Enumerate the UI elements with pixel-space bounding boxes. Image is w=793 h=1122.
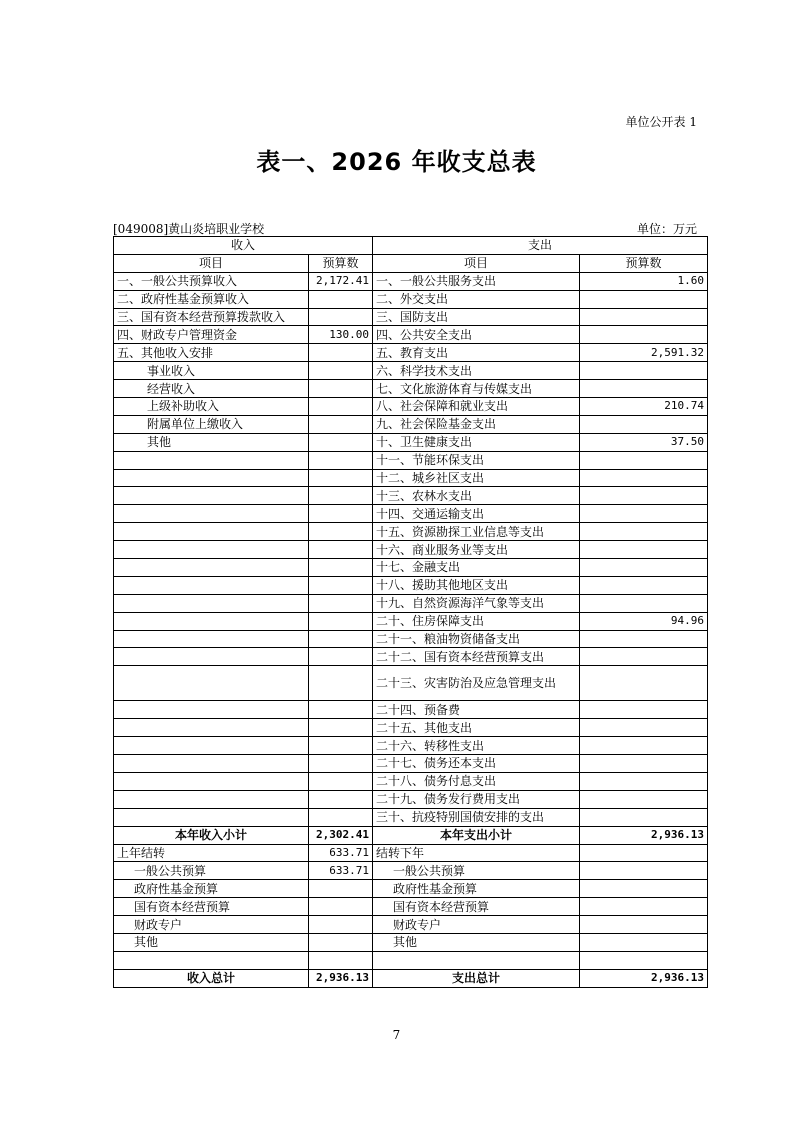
income-item: [114, 523, 309, 541]
table-row: [114, 844, 708, 862]
expense-value: [580, 755, 708, 773]
income-value: [309, 772, 373, 790]
expense-item: 国有资本经营预算: [373, 898, 580, 916]
income-item-header: 项目: [114, 254, 309, 272]
income-value: [309, 933, 373, 951]
income-value: [309, 451, 373, 469]
income-value: [309, 576, 373, 594]
table-row: [114, 344, 708, 362]
expense-value: [580, 790, 708, 808]
income-value: 633.71: [309, 844, 373, 862]
total-row: [114, 969, 708, 987]
income-item: [114, 772, 309, 790]
expense-item: 七、文化旅游体育与传媒支出: [373, 380, 580, 398]
income-value: [309, 808, 373, 826]
expense-value: [580, 505, 708, 523]
expense-value: [580, 916, 708, 934]
expense-item: 四、公共安全支出: [373, 326, 580, 344]
expense-item: 十七、金融支出: [373, 559, 580, 577]
organization-name: [049008]黄山炎培职业学校: [113, 222, 265, 236]
income-item: [114, 541, 309, 559]
income-item: 五、其他收入安排: [114, 344, 309, 362]
expense-value: 37.50: [580, 433, 708, 451]
expense-value: [580, 559, 708, 577]
expense-item: 十五、资源勘探工业信息等支出: [373, 523, 580, 541]
income-item: [114, 505, 309, 523]
income-item: [114, 559, 309, 577]
table-row: [114, 898, 708, 916]
header-row-sections: [114, 237, 708, 255]
expense-value: [580, 951, 708, 969]
table-row: [114, 594, 708, 612]
expense-item: 六、科学技术支出: [373, 362, 580, 380]
expense-item: 二、外交支出: [373, 290, 580, 308]
expense-budget-header: 预算数: [580, 254, 708, 272]
income-item: 上级补助收入: [114, 398, 309, 416]
table-row: [114, 505, 708, 523]
income-value: [309, 880, 373, 898]
expense-item: 五、教育支出: [373, 344, 580, 362]
income-item: 政府性基金预算: [114, 880, 309, 898]
expense-value: [580, 541, 708, 559]
income-value: [309, 898, 373, 916]
expense-item: 结转下年: [373, 844, 580, 862]
expense-value: [580, 308, 708, 326]
income-budget-header: 预算数: [309, 254, 373, 272]
income-value: [309, 398, 373, 416]
income-value: [309, 951, 373, 969]
table-row: [114, 380, 708, 398]
expense-value: [580, 290, 708, 308]
table-row: [114, 701, 708, 719]
income-value: [309, 380, 373, 398]
expense-value: [580, 487, 708, 505]
expense-value: [580, 808, 708, 826]
expense-value: [580, 862, 708, 880]
expense-total-value: 2,936.13: [580, 969, 708, 987]
expense-item: 二十三、灾害防治及应急管理支出: [373, 666, 580, 701]
table-row: [114, 808, 708, 826]
expense-value: [580, 594, 708, 612]
income-item: 财政专户: [114, 916, 309, 934]
expense-value: [580, 880, 708, 898]
expense-value: [580, 326, 708, 344]
income-value: [309, 541, 373, 559]
expense-item: 十八、援助其他地区支出: [373, 576, 580, 594]
expense-value: [580, 380, 708, 398]
expense-value: [580, 523, 708, 541]
income-value: 633.71: [309, 862, 373, 880]
income-value: [309, 630, 373, 648]
expense-value: [580, 772, 708, 790]
expense-item: 财政专户: [373, 916, 580, 934]
expense-value: 210.74: [580, 398, 708, 416]
expense-item: 十二、城乡社区支出: [373, 469, 580, 487]
expense-item: 二十八、债务付息支出: [373, 772, 580, 790]
expense-value: [580, 469, 708, 487]
table-row: [114, 433, 708, 451]
income-value: [309, 737, 373, 755]
expense-total-label: 支出总计: [373, 969, 580, 987]
expense-value: [580, 630, 708, 648]
income-subtotal-label: 本年收入小计: [114, 826, 309, 844]
expense-value: 1.60: [580, 272, 708, 290]
income-item: [114, 808, 309, 826]
income-item: [114, 469, 309, 487]
income-value: 2,172.41: [309, 272, 373, 290]
expense-item: 九、社会保险基金支出: [373, 415, 580, 433]
income-total-label: 收入总计: [114, 969, 309, 987]
budget-summary-table: [113, 236, 708, 988]
expense-item: 十一、节能环保支出: [373, 451, 580, 469]
income-value: [309, 487, 373, 505]
table-row: [114, 523, 708, 541]
header-row-columns: [114, 254, 708, 272]
table-row: [114, 916, 708, 934]
income-item: [114, 451, 309, 469]
table-row: [114, 398, 708, 416]
income-value: [309, 290, 373, 308]
table-row: [114, 790, 708, 808]
table-row: [114, 308, 708, 326]
expense-header: 支出: [373, 237, 708, 255]
income-item: [114, 719, 309, 737]
income-value: [309, 505, 373, 523]
table-row: [114, 612, 708, 630]
income-value: [309, 559, 373, 577]
expense-item: 三、国防支出: [373, 308, 580, 326]
expense-item: 二十七、债务还本支出: [373, 755, 580, 773]
expense-item: 十三、农林水支出: [373, 487, 580, 505]
income-value: [309, 308, 373, 326]
income-value: [309, 433, 373, 451]
expense-value: [580, 737, 708, 755]
expense-item: 二十九、债务发行费用支出: [373, 790, 580, 808]
income-item: 国有资本经营预算: [114, 898, 309, 916]
table-row: [114, 630, 708, 648]
expense-value: [580, 666, 708, 701]
expense-item: 二十二、国有资本经营预算支出: [373, 648, 580, 666]
income-value: [309, 469, 373, 487]
table-row: [114, 541, 708, 559]
income-item: [114, 594, 309, 612]
expense-value: 94.96: [580, 612, 708, 630]
table-row: [114, 272, 708, 290]
income-value: [309, 415, 373, 433]
income-item: [114, 630, 309, 648]
table-row: [114, 666, 708, 701]
table-row: [114, 772, 708, 790]
expense-item: 政府性基金预算: [373, 880, 580, 898]
table-row: [114, 880, 708, 898]
table-row: [114, 576, 708, 594]
expense-item: 其他: [373, 933, 580, 951]
expense-item: 十四、交通运输支出: [373, 505, 580, 523]
expense-subtotal-label: 本年支出小计: [373, 826, 580, 844]
expense-value: [580, 701, 708, 719]
table-row: [114, 933, 708, 951]
table-row: [114, 469, 708, 487]
table-row: [114, 951, 708, 969]
unit-label: 单位：万元: [636, 222, 697, 236]
expense-item: 二十、住房保障支出: [373, 612, 580, 630]
income-item: 附属单位上缴收入: [114, 415, 309, 433]
expense-item: [373, 951, 580, 969]
income-item: 其他: [114, 933, 309, 951]
income-item: 四、财政专户管理资金: [114, 326, 309, 344]
table-row: [114, 326, 708, 344]
income-value: [309, 594, 373, 612]
expense-item: 十九、自然资源海洋气象等支出: [373, 594, 580, 612]
income-header: 收入: [114, 237, 373, 255]
income-item: 三、国有资本经营预算拨款收入: [114, 308, 309, 326]
expense-value: [580, 648, 708, 666]
table-row: [114, 648, 708, 666]
expense-item: 一、一般公共服务支出: [373, 272, 580, 290]
table-row: [114, 451, 708, 469]
table-row: [114, 487, 708, 505]
table-row: [114, 415, 708, 433]
income-item: 一、一般公共预算收入: [114, 272, 309, 290]
expense-value: [580, 719, 708, 737]
income-item: 一般公共预算: [114, 862, 309, 880]
income-subtotal-value: 2,302.41: [309, 826, 373, 844]
page-number: 7: [392, 1028, 401, 1042]
expense-item: 一般公共预算: [373, 862, 580, 880]
income-value: 130.00: [309, 326, 373, 344]
expense-value: [580, 415, 708, 433]
income-value: [309, 523, 373, 541]
income-value: [309, 790, 373, 808]
table-row: [114, 362, 708, 380]
income-item: [114, 666, 309, 701]
expense-value: 2,591.32: [580, 344, 708, 362]
income-item: [114, 612, 309, 630]
income-item: 其他: [114, 433, 309, 451]
expense-value: [580, 844, 708, 862]
income-item: 二、政府性基金预算收入: [114, 290, 309, 308]
income-value: [309, 612, 373, 630]
table-row: [114, 559, 708, 577]
expense-subtotal-value: 2,936.13: [580, 826, 708, 844]
expense-item: 二十一、粮油物资储备支出: [373, 630, 580, 648]
doc-tag: 单位公开表 1: [625, 115, 697, 129]
table-row: [114, 719, 708, 737]
income-item: 经营收入: [114, 380, 309, 398]
expense-value: [580, 451, 708, 469]
subtotal-row: [114, 826, 708, 844]
income-value: [309, 701, 373, 719]
income-item: [114, 701, 309, 719]
income-item: [114, 648, 309, 666]
income-value: [309, 648, 373, 666]
table-row: [114, 290, 708, 308]
table-row: [114, 737, 708, 755]
expense-item: 十六、商业服务业等支出: [373, 541, 580, 559]
expense-value: [580, 362, 708, 380]
table-row: [114, 755, 708, 773]
income-value: [309, 755, 373, 773]
expense-item: 二十六、转移性支出: [373, 737, 580, 755]
income-item: [114, 951, 309, 969]
page-title: 表一、2026 年收支总表: [256, 148, 537, 176]
income-item: [114, 755, 309, 773]
expense-value: [580, 898, 708, 916]
income-item: 事业收入: [114, 362, 309, 380]
income-item: 上年结转: [114, 844, 309, 862]
income-value: [309, 666, 373, 701]
income-item: [114, 487, 309, 505]
expense-item: 二十五、其他支出: [373, 719, 580, 737]
table-row: [114, 862, 708, 880]
income-value: [309, 362, 373, 380]
expense-item: 十、卫生健康支出: [373, 433, 580, 451]
income-item: [114, 790, 309, 808]
expense-value: [580, 933, 708, 951]
income-value: [309, 344, 373, 362]
expense-item-header: 项目: [373, 254, 580, 272]
income-item: [114, 737, 309, 755]
income-value: [309, 916, 373, 934]
income-item: [114, 576, 309, 594]
expense-item: 二十四、预备费: [373, 701, 580, 719]
expense-item: 八、社会保障和就业支出: [373, 398, 580, 416]
income-value: [309, 719, 373, 737]
expense-value: [580, 576, 708, 594]
expense-item: 三十、抗疫特别国债安排的支出: [373, 808, 580, 826]
income-total-value: 2,936.13: [309, 969, 373, 987]
